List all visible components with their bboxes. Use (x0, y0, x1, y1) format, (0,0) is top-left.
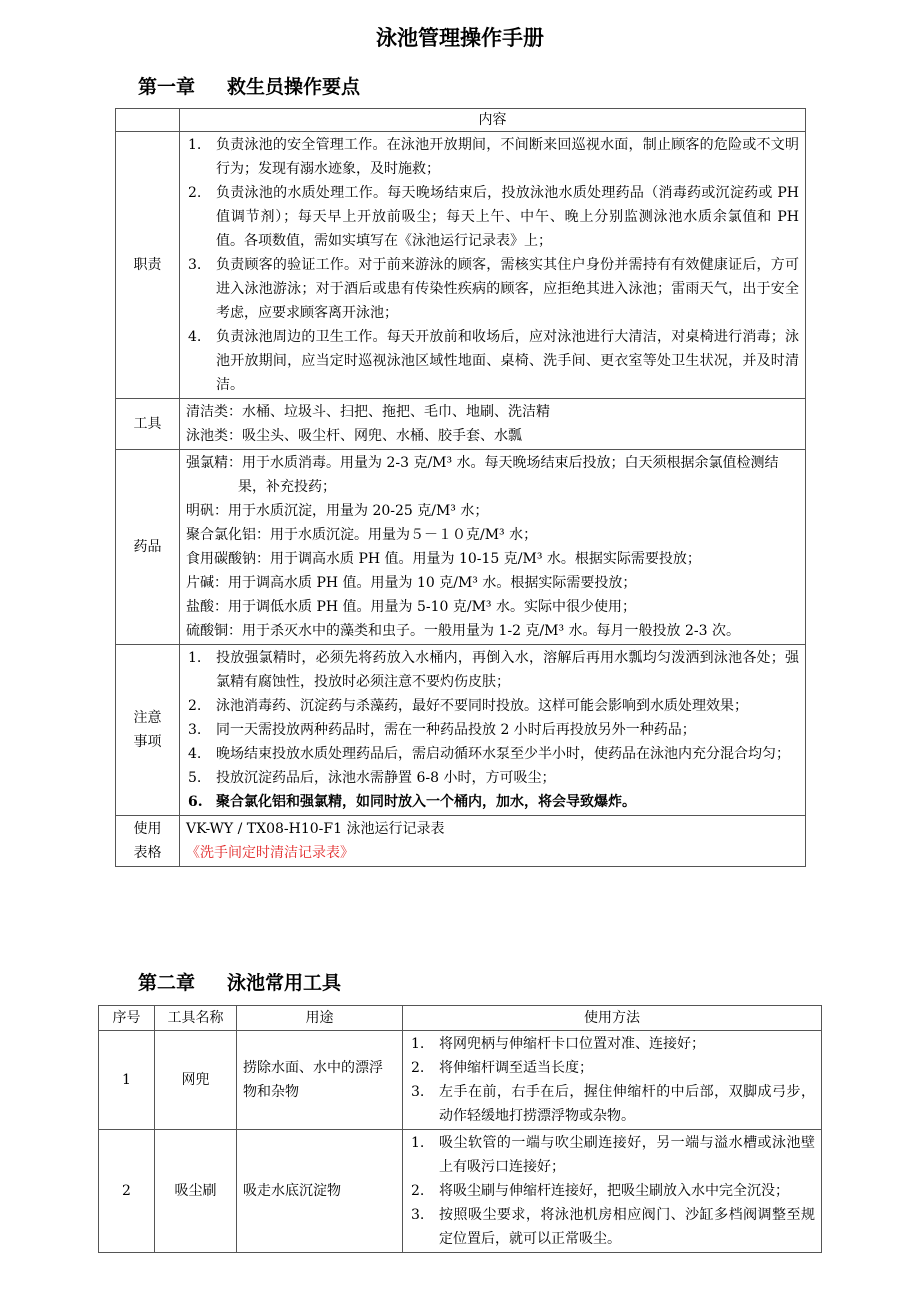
tools-line: 清洁类：水桶、垃圾斗、扫把、拖把、毛巾、地刷、洗洁精 (186, 404, 550, 420)
notes-row (116, 645, 806, 816)
chapter1-heading (138, 72, 360, 99)
chapter2-number: 第二章 (138, 972, 196, 994)
chemical-line: 聚合氯化铝：用于水质沉淀。用量为５－１０克/M³ 水； (186, 527, 538, 543)
list-item: 4. 负责泳池周边的卫生工作。每天开放前和收场后，应对泳池进行大清洁，对桌椅进行消毒；泳池开放期间，应当定时巡视泳池区域性地面、桌椅、洗手间、更衣室等处卫生状况，并及时清洁。 (188, 329, 799, 393)
table-header-row (99, 1006, 822, 1031)
duties-label: 职责 (116, 132, 180, 399)
list-item: 1. 吸尘软管的一端与吹尘刷连接好，另一端与溢水槽或泳池壁上有吸污口连接好； (411, 1135, 815, 1175)
list-item: 2. 泳池消毒药、沉淀药与杀藻药，最好不要同时投放。这样可能会影响到水质处理效果； (188, 698, 748, 714)
list-item: 1. 负责泳池的安全管理工作。在泳池开放期间，不间断来回巡视水面，制止顾客的危险或不文明行为；发现有溺水迹象，及时施救； (188, 137, 799, 177)
forms-row (116, 816, 806, 867)
document-title: 泳池管理操作手册 (376, 26, 544, 50)
tools-label: 工具 (116, 399, 180, 450)
list-item: 5. 投放沉淀药品后，泳池水需静置 6-8 小时，方可吸尘； (188, 770, 556, 786)
duties-row (116, 132, 806, 399)
header-method: 使用方法 (403, 1006, 822, 1031)
tools-line: 泳池类：吸尘头、吸尘杆、网兜、水桶、胶手套、水瓢 (186, 428, 522, 444)
list-item: 3. 同一天需投放两种药品时，需在一种药品投放 2 小时后再投放另外一种药品； (188, 722, 696, 738)
forms-label: 使用 表格 (116, 816, 180, 867)
chemical-line: 盐酸：用于调低水质 PH 值。用量为 5-10 克/M³ 水。实际中很少使用； (186, 599, 636, 615)
list-item: 1. 投放强氯精时，必须先将药放入水桶内，再倒入水，溶解后再用水瓢均匀泼洒到泳池各处；强氯精有腐蚀性，投放时必须注意不要灼伤皮肤； (188, 650, 799, 690)
forms-content (180, 816, 806, 867)
row-number: 1 (99, 1031, 155, 1130)
chapter2-title: 泳池常用工具 (227, 972, 342, 994)
table-header-row (116, 109, 806, 132)
chemicals-row (116, 450, 806, 645)
tool-name: 吸尘刷 (155, 1130, 237, 1253)
chapter1-number: 第一章 (138, 76, 196, 98)
chemical-line: 强氯精：用于水质消毒。用量为 2-3 克/M³ 水。每天晚场结束后投放；白天须根据余氯值检测结果，补充投药； (186, 455, 779, 495)
tools-table (98, 1005, 822, 1253)
header-no: 序号 (99, 1006, 155, 1031)
header-content: 内容 (180, 109, 806, 132)
form-name-red: 《洗手间定时清洁记录表》 (186, 845, 354, 861)
row-number: 2 (99, 1130, 155, 1253)
form-name: VK-WY / TX08-H10-F1 泳池运行记录表 (186, 821, 445, 837)
list-item: 3. 按照吸尘要求，将泳池机房相应阀门、沙缸多档阀调整至规定位置后，就可以正常吸尘。 (411, 1207, 815, 1247)
chemicals-content (180, 450, 806, 645)
list-item: 3. 左手在前，右手在后，握住伸缩杆的中后部，双脚成弓步，动作轻缓地打捞漂浮物或杂物。 (411, 1084, 815, 1124)
header-empty-cell (116, 109, 180, 132)
tool-method (403, 1130, 822, 1253)
tool-use: 吸走水底沉淀物 (237, 1130, 403, 1253)
list-item: 2. 将吸尘刷与伸缩杆连接好，把吸尘刷放入水中完全沉没； (411, 1183, 789, 1199)
list-item: 3. 负责顾客的验证工作。对于前来游泳的顾客，需核实其住户身份并需持有有效健康证后，方可进入泳池游泳；对于酒后或患有传染性疾病的顾客，应拒绝其进入泳池；雷雨天气，出于安全考虑，应要求顾客离开泳池； (188, 257, 799, 321)
chapter1-title: 救生员操作要点 (227, 76, 361, 98)
tools-content (180, 399, 806, 450)
chemical-line: 片碱：用于调高水质 PH 值。用量为 10 克/M³ 水。根据实际需要投放； (186, 575, 637, 591)
chemicals-label: 药品 (116, 450, 180, 645)
header-tool-name: 工具名称 (155, 1006, 237, 1031)
tool-use: 捞除水面、水中的漂浮物和杂物 (237, 1031, 403, 1130)
tool-name: 网兜 (155, 1031, 237, 1130)
table-row (99, 1130, 822, 1253)
chemical-line: 明矾：用于水质沉淀，用量为 20-25 克/M³ 水； (186, 503, 489, 519)
table-row (99, 1031, 822, 1130)
notes-label: 注意 事项 (116, 645, 180, 816)
chemical-line: 硫酸铜：用于杀灭水中的藻类和虫子。一般用量为 1-2 克/M³ 水。每月一般投放 2-3 次。 (186, 623, 741, 639)
chemical-line: 食用碳酸钠：用于调高水质 PH 值。用量为 10-15 克/M³ 水。根据实际需要投放； (186, 551, 701, 567)
notes-content (180, 645, 806, 816)
warning-item: 6. 聚合氯化铝和强氯精，如同时放入一个桶内，加水，将会导致爆炸。 (188, 794, 636, 810)
list-item: 2. 负责泳池的水质处理工作。每天晚场结束后，投放泳池水质处理药品（消毒药或沉淀药或 PH 值调节剂）；每天早上开放前吸尘；每天上午、中午、晚上分别监测泳池水质余氯值和 PH 值。各项数值，需如实填写在《泳池运行记录表》上； (188, 185, 799, 249)
list-item: 2. 将伸缩杆调至适当长度； (411, 1060, 593, 1076)
list-item: 4. 晚场结束投放水质处理药品后，需启动循环水泵至少半小时，使药品在泳池内充分混合均匀； (188, 746, 790, 762)
tool-method (403, 1031, 822, 1130)
list-item: 1. 将网兜柄与伸缩杆卡口位置对准、连接好； (411, 1036, 705, 1052)
header-use: 用途 (237, 1006, 403, 1031)
lifeguard-table (115, 108, 806, 867)
tools-row (116, 399, 806, 450)
duties-content (180, 132, 806, 399)
chapter2-heading (138, 968, 341, 995)
